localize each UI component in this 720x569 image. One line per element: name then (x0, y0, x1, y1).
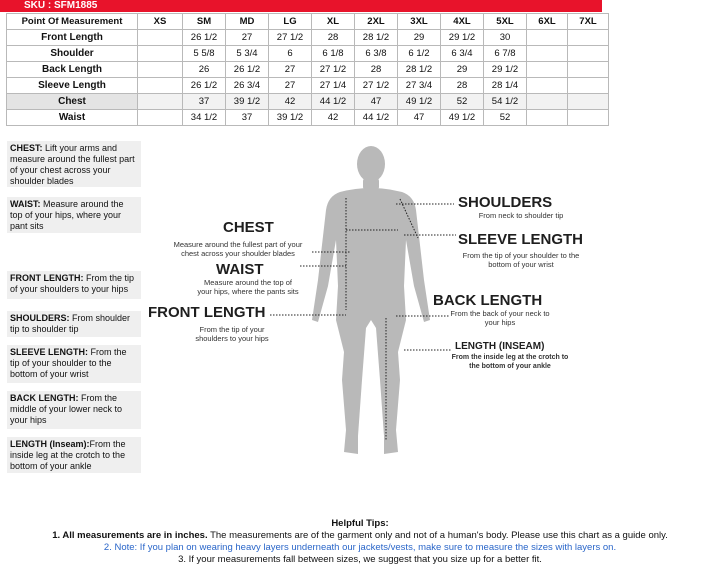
table-cell: 44 1/2 (312, 94, 355, 110)
table-row (7, 30, 609, 46)
sku-label: SKU : SFM1885 (24, 0, 98, 11)
waist-title: WAIST (216, 261, 264, 278)
column-header: XS (138, 14, 183, 30)
table-cell: 27 (269, 62, 312, 78)
table-cell: 28 (355, 62, 398, 78)
table-cell: 26 1/2 (183, 78, 226, 94)
body-silhouette-diagram (0, 140, 720, 470)
column-header: 3XL (398, 14, 441, 30)
sleeve-length-subtitle: From the tip of your shoulder to the bottom of your wrist (462, 251, 580, 269)
row-label: Shoulder (7, 46, 138, 62)
sleeve-length-title: SLEEVE LENGTH (458, 231, 584, 248)
table-cell (568, 46, 609, 62)
table-cell: 26 3/4 (226, 78, 269, 94)
definition-term: CHEST: (10, 143, 43, 153)
table-cell (138, 46, 183, 62)
chest-title: CHEST (223, 219, 274, 236)
row-label: Front Length (7, 30, 138, 46)
table-cell (138, 78, 183, 94)
table-cell: 27 1/2 (269, 30, 312, 46)
table-cell (568, 30, 609, 46)
row-label: Waist (7, 110, 138, 126)
back-length-title: BACK LENGTH (433, 292, 543, 309)
table-cell: 42 (312, 110, 355, 126)
definition-term: LENGTH (Inseam): (10, 439, 90, 449)
sku-banner (0, 0, 602, 12)
table-row (7, 78, 609, 94)
table-cell: 37 (183, 94, 226, 110)
table-cell: 39 1/2 (269, 110, 312, 126)
table-cell (527, 94, 568, 110)
definition-text: Measure around the top of your hips, where your pant sits (10, 199, 124, 231)
table-cell (527, 110, 568, 126)
table-cell: 54 1/2 (484, 94, 527, 110)
inseam-subtitle: From the inside leg at the crotch to the bottom of your ankle (451, 354, 569, 370)
table-cell: 6 3/8 (355, 46, 398, 62)
definition-term: SHOULDERS: (10, 313, 70, 323)
table-cell: 37 (226, 110, 269, 126)
human-silhouette (312, 146, 430, 454)
table-cell: 52 (484, 110, 527, 126)
row-label: Back Length (7, 62, 138, 78)
definition-text: From the tip of your shoulders to your hips (10, 273, 135, 294)
table-cell (138, 110, 183, 126)
table-cell: 27 1/2 (355, 78, 398, 94)
table-cell: 47 (398, 110, 441, 126)
column-header: 6XL (527, 14, 568, 30)
table-cell (527, 30, 568, 46)
definition-text: From the tip of your shoulder to the bottom of your wrist (10, 347, 127, 379)
table-cell: 27 (269, 78, 312, 94)
definition-term: BACK LENGTH: (10, 393, 79, 403)
column-header: Point Of Measurement (7, 14, 138, 30)
table-cell: 29 1/2 (441, 30, 484, 46)
definition-term: SLEEVE LENGTH: (10, 347, 89, 357)
table-cell: 28 (441, 78, 484, 94)
inseam-title: LENGTH (INSEAM) (455, 341, 545, 352)
column-header: LG (269, 14, 312, 30)
column-header: MD (226, 14, 269, 30)
table-cell (527, 78, 568, 94)
table-header-row (7, 14, 609, 30)
tip-2: 2. Note: If you plan on wearing heavy layers underneath our jackets/vests, make sure to measure the sizes with layers on. (103, 542, 617, 553)
helpful-tips (0, 518, 720, 566)
table-cell: 6 1/2 (398, 46, 441, 62)
row-label: Chest (7, 94, 138, 110)
definition-term: FRONT LENGTH: (10, 273, 84, 283)
column-header: 2XL (355, 14, 398, 30)
table-cell: 27 1/2 (312, 62, 355, 78)
table-cell: 26 1/2 (226, 62, 269, 78)
table-cell: 5 5/8 (183, 46, 226, 62)
table-cell (568, 110, 609, 126)
column-header: XL (312, 14, 355, 30)
table-cell (138, 30, 183, 46)
table-row (7, 94, 609, 110)
waist-subtitle: Measure around the top of your hips, where the pants sits (197, 278, 299, 296)
table-row (7, 110, 609, 126)
table-cell: 29 (398, 30, 441, 46)
table-row (7, 46, 609, 62)
table-cell: 39 1/2 (226, 94, 269, 110)
table-cell (568, 62, 609, 78)
shoulders-subtitle: From neck to shoulder tip (478, 211, 564, 220)
table-cell: 29 (441, 62, 484, 78)
tip-1-text: The measurements are of the garment only and not of a human's body. Please use this chart as a guide only. (207, 530, 668, 541)
table-cell: 6 3/4 (441, 46, 484, 62)
chest-subtitle: Measure around the fullest part of your chest across your shoulder blades (173, 240, 303, 258)
shoulders-title: SHOULDERS (458, 194, 553, 211)
table-cell (138, 62, 183, 78)
table-cell: 26 1/2 (183, 30, 226, 46)
table-cell (527, 62, 568, 78)
column-header: SM (183, 14, 226, 30)
table-cell: 5 3/4 (226, 46, 269, 62)
tips-heading: Helpful Tips: (331, 518, 389, 529)
column-header: 7XL (568, 14, 609, 30)
table-cell (138, 94, 183, 110)
column-header: 5XL (484, 14, 527, 30)
back-length-subtitle: From the back of your neck to your hips (450, 309, 550, 327)
table-cell: 42 (269, 94, 312, 110)
definition-text: Lift your arms and measure around the fullest part of your chest across your shoulder blades (10, 143, 135, 186)
table-cell (527, 46, 568, 62)
table-cell: 27 3/4 (398, 78, 441, 94)
front-length-title: FRONT LENGTH (148, 304, 266, 321)
table-row (7, 62, 609, 78)
table-cell: 28 1/4 (484, 78, 527, 94)
table-cell (568, 94, 609, 110)
table-cell: 49 1/2 (398, 94, 441, 110)
definition-text: From shoulder tip to shoulder tip (10, 313, 131, 334)
front-length-subtitle: From the tip of your shoulders to your hips (195, 325, 269, 343)
tip-3: 3. If your measurements fall between sizes, we suggest that you size up for a better fit. (178, 554, 542, 565)
definition-text: From the inside leg at the crotch to the bottom of your ankle (10, 439, 126, 471)
size-chart-table (6, 13, 609, 126)
table-cell: 28 1/2 (355, 30, 398, 46)
tip-1 (0, 530, 720, 542)
table-cell: 27 (226, 30, 269, 46)
table-cell: 27 1/4 (312, 78, 355, 94)
table-cell: 6 1/8 (312, 46, 355, 62)
tip-1-bold: 1. All measurements are in inches. (52, 530, 208, 541)
row-label: Sleeve Length (7, 78, 138, 94)
table-cell: 44 1/2 (355, 110, 398, 126)
table-cell: 47 (355, 94, 398, 110)
table-cell: 6 (269, 46, 312, 62)
definition-term: WAIST: (10, 199, 41, 209)
table-cell: 28 1/2 (398, 62, 441, 78)
table-cell: 28 (312, 30, 355, 46)
table-cell: 49 1/2 (441, 110, 484, 126)
definition-text: From the middle of your lower neck to your hips (10, 393, 123, 425)
column-header: 4XL (441, 14, 484, 30)
table-cell: 26 (183, 62, 226, 78)
table-cell (568, 78, 609, 94)
table-cell: 29 1/2 (484, 62, 527, 78)
table-cell: 6 7/8 (484, 46, 527, 62)
table-cell: 30 (484, 30, 527, 46)
table-cell: 34 1/2 (183, 110, 226, 126)
table-cell: 52 (441, 94, 484, 110)
